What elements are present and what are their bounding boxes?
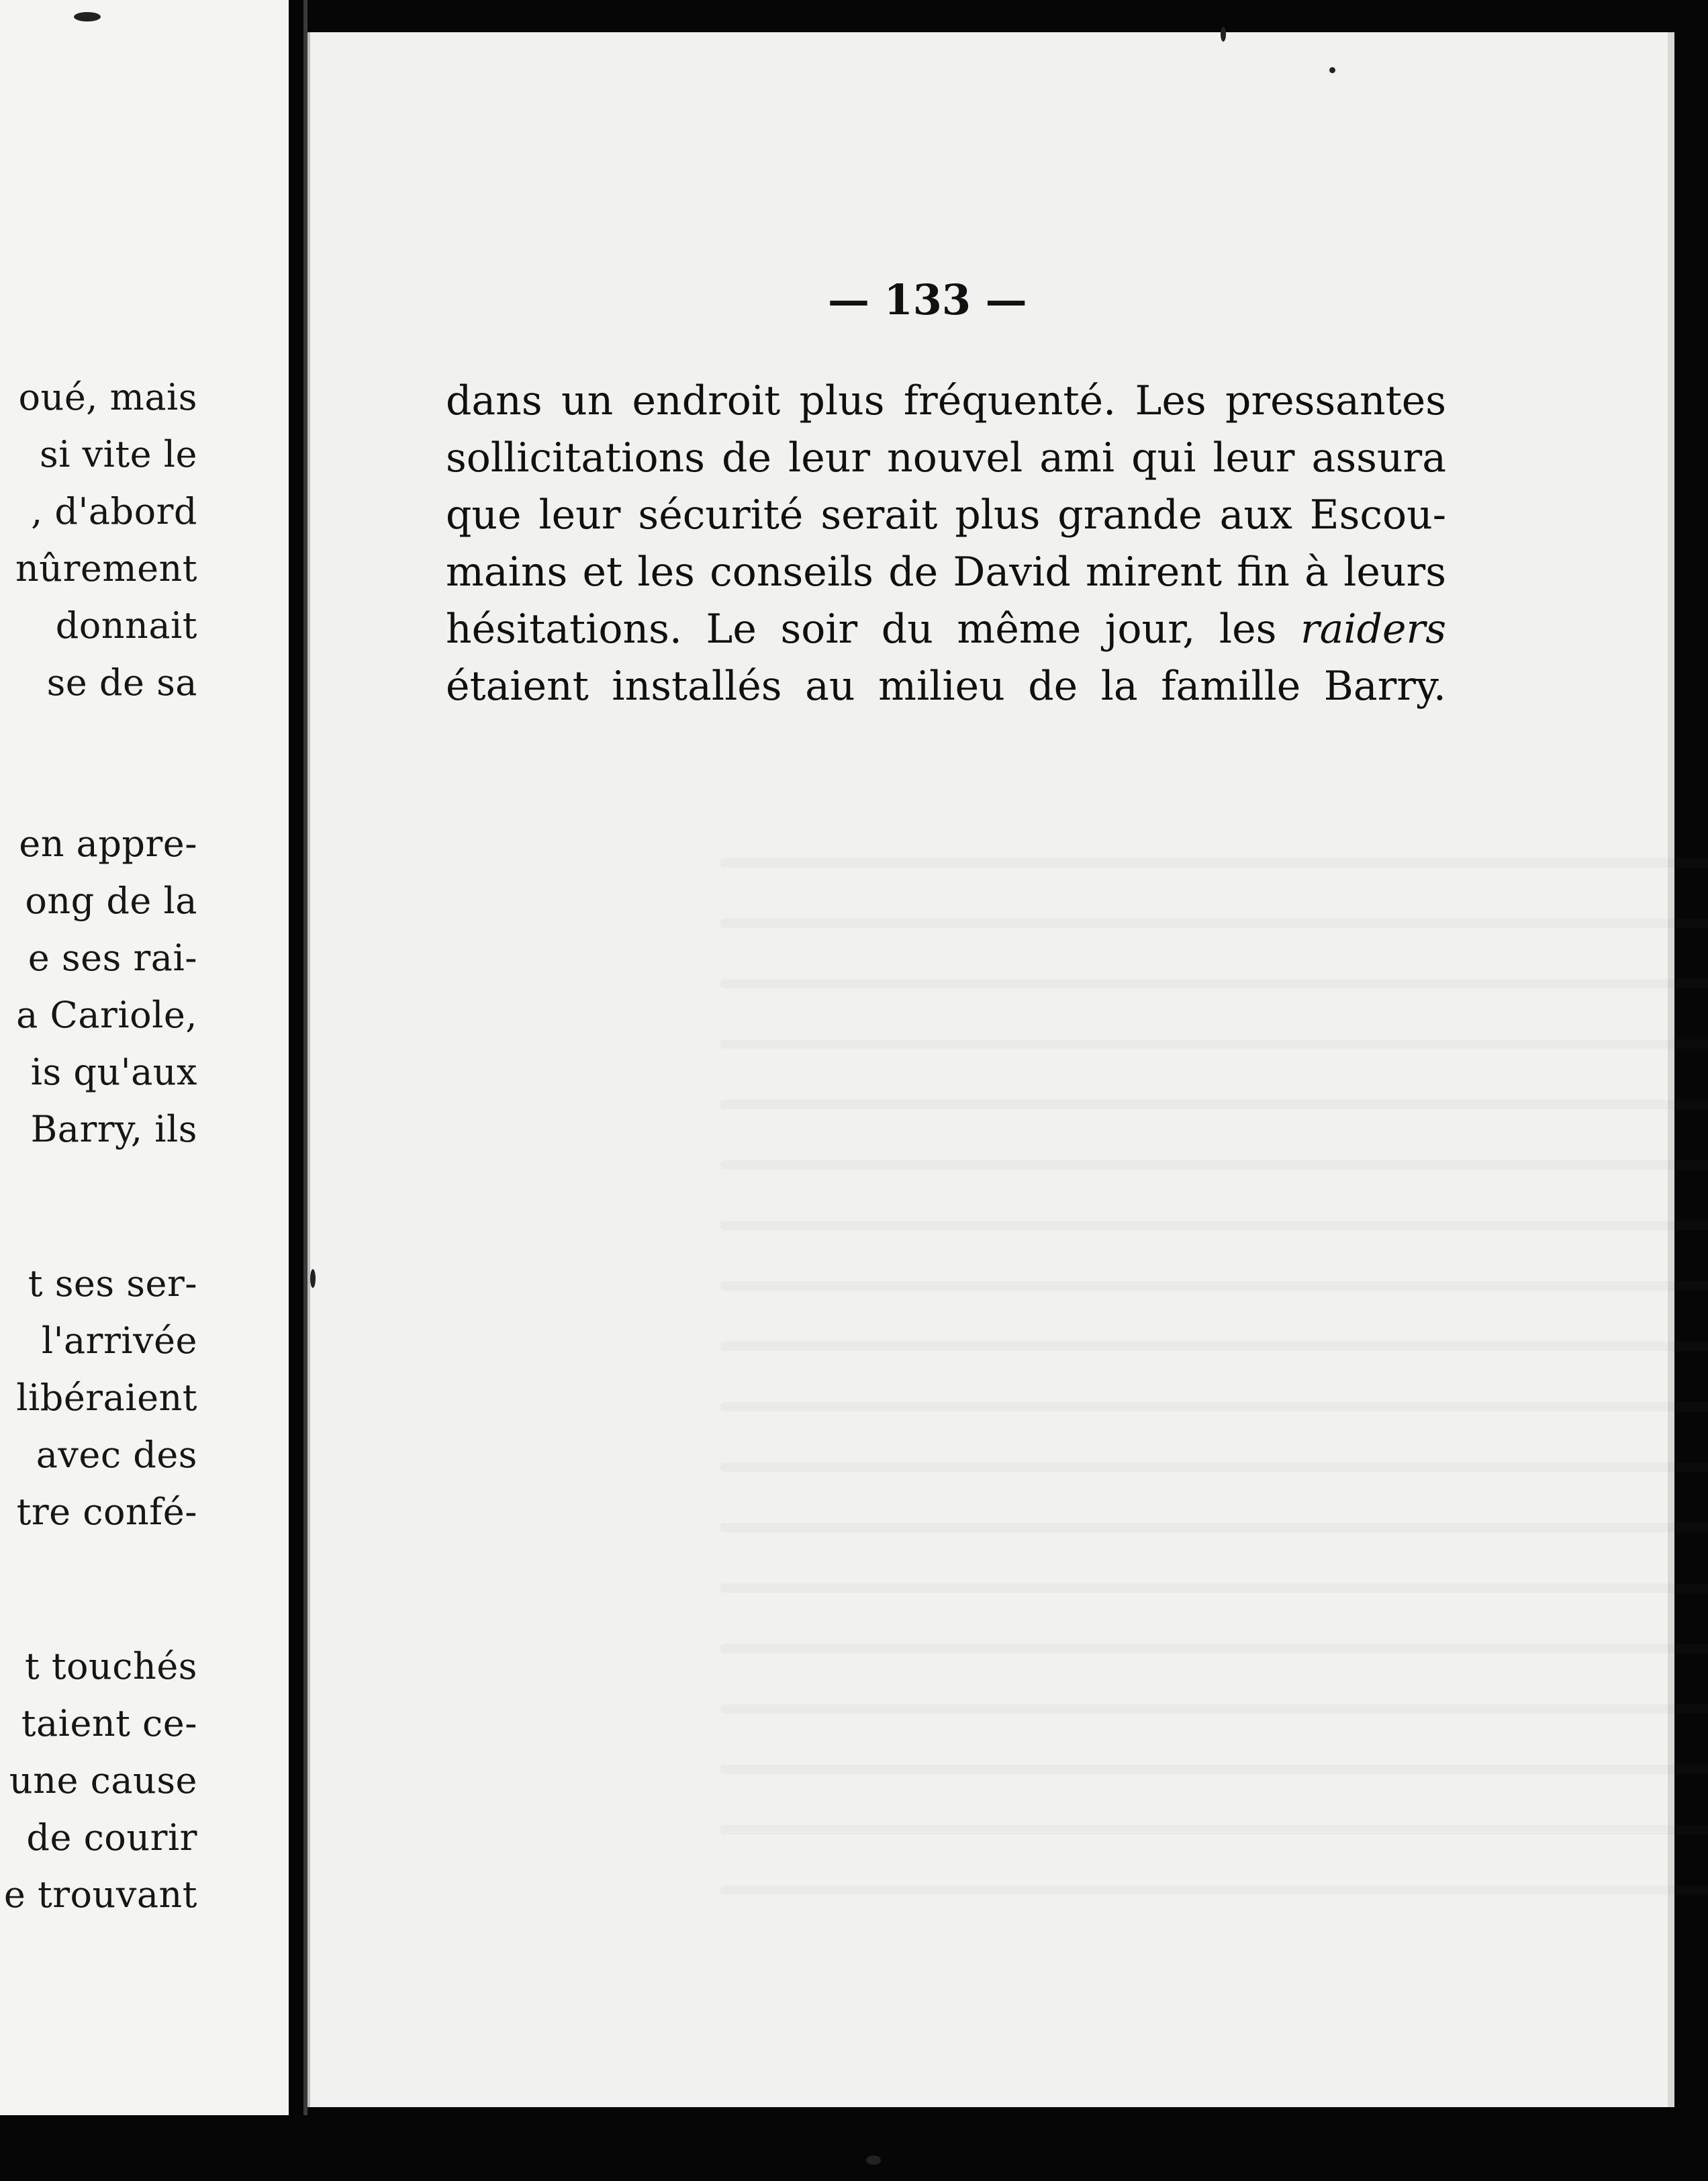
bleed-through <box>720 1100 1708 1109</box>
bleed-through <box>720 1221 1708 1230</box>
bleed-through <box>720 1704 1708 1714</box>
left-line: ong de la <box>25 880 197 922</box>
left-line: a Cariole, <box>16 994 197 1036</box>
left-line: tre confé- <box>16 1491 197 1533</box>
bleed-through <box>720 1160 1708 1170</box>
left-line: nûrement <box>15 547 197 590</box>
left-line: is qu'aux <box>30 1051 197 1093</box>
left-line: si vite le <box>40 433 197 475</box>
left-line: se de sa <box>46 661 197 704</box>
left-line: libéraient <box>16 1377 197 1419</box>
bleed-through <box>720 1583 1708 1593</box>
bleed-through <box>720 919 1708 928</box>
bleed-through <box>720 979 1708 988</box>
bleed-through <box>720 1765 1708 1774</box>
left-line: e trouvant <box>3 1873 197 1916</box>
bleed-through <box>720 1402 1708 1411</box>
previous-page-fragment <box>0 0 289 2115</box>
left-line: en appre- <box>19 823 197 865</box>
paragraph-line-text: hésitations. Le soir du même jour, les <box>446 606 1277 653</box>
left-line: avec des <box>36 1434 197 1476</box>
scan-speck <box>1221 27 1226 42</box>
bleed-through <box>720 1886 1708 1895</box>
book-gutter <box>289 0 303 2115</box>
current-page <box>307 32 1674 2107</box>
bleed-through <box>720 1523 1708 1532</box>
left-line: l'arrivée <box>41 1319 197 1362</box>
paragraph-line: que leur sécurité serait plus grande aux Escou- <box>446 492 1446 539</box>
left-line: taient ce- <box>21 1702 197 1745</box>
paragraph-line: dans un endroit plus fréquenté. Les pressantes <box>446 377 1446 424</box>
bleed-through <box>720 1039 1708 1049</box>
left-line: donnait <box>55 604 197 647</box>
bleed-through <box>720 858 1708 868</box>
paragraph-line: mains et les conseils de David mirent fin à leurs <box>446 549 1446 596</box>
left-line: t ses ser- <box>28 1262 197 1305</box>
bleed-through <box>720 1281 1708 1291</box>
left-line: une cause <box>9 1759 197 1802</box>
scan-speck <box>1329 67 1335 73</box>
bleed-through <box>720 1825 1708 1835</box>
scan-speck <box>866 2155 881 2165</box>
left-line: Barry, ils <box>30 1108 197 1150</box>
left-line: oué, mais <box>18 376 197 418</box>
left-line: , d'abord <box>31 490 197 532</box>
page-number: — 133 — <box>828 275 1027 324</box>
left-line: t touchés <box>24 1645 197 1687</box>
bleed-through <box>720 1644 1708 1653</box>
scan-speck <box>310 1269 316 1288</box>
left-line: de courir <box>26 1816 197 1859</box>
paragraph-line: étaient installés au milieu de la famille Barry. <box>446 663 1446 710</box>
paragraph-line <box>446 601 1446 657</box>
bleed-through <box>720 1463 1708 1472</box>
paragraph-line: sollicitations de leur nouvel ami qui leur assura <box>446 434 1446 481</box>
italic-word: raiders <box>1300 606 1446 653</box>
scan-speck <box>74 12 101 21</box>
bleed-through <box>720 1342 1708 1351</box>
left-line: e ses rai- <box>28 937 197 979</box>
